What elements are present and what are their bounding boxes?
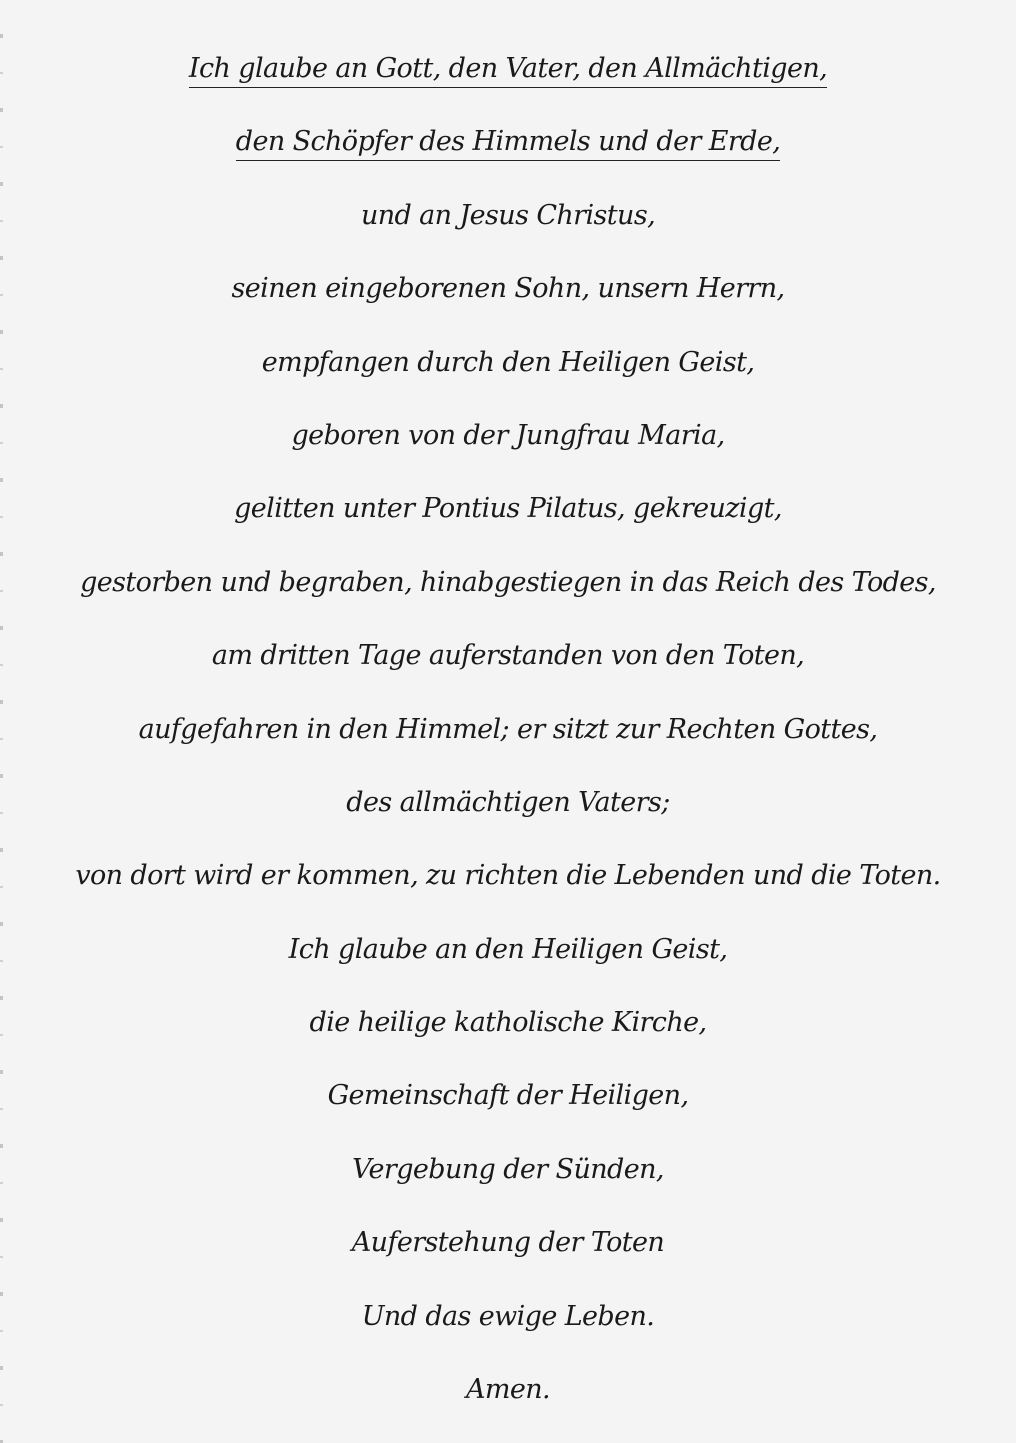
creed-line: empfangen durch den Heiligen Geist, bbox=[261, 346, 755, 378]
creed-line: Ich glaube an den Heiligen Geist, bbox=[288, 933, 728, 965]
creed-line: gestorben und begraben, hinabgestiegen in das Reich des Todes, bbox=[80, 566, 936, 598]
creed-line: den Schöpfer des Himmels und der Erde, bbox=[0, 121, 1016, 194]
creed-text bbox=[0, 48, 1016, 1442]
creed-line: gelitten unter Pontius Pilatus, gekreuzigt, bbox=[234, 493, 782, 525]
creed-line: von dort wird er kommen, zu richten die Lebenden und die Toten. bbox=[75, 860, 941, 892]
creed-line: Ich glaube an Gott, den Vater, den Allmächtigen, bbox=[0, 48, 1016, 121]
creed-line: des allmächtigen Vaters; bbox=[346, 786, 670, 818]
creed-line: seinen eingeborenen Sohn, unsern Herrn, bbox=[231, 273, 785, 305]
creed-line: Gemeinschaft der Heiligen, bbox=[327, 1080, 689, 1112]
creed-line: Und das ewige Leben. bbox=[361, 1300, 655, 1332]
creed-line: aufgefahren in den Himmel; er sitzt zur Rechten Gottes, bbox=[138, 713, 878, 745]
creed-line: Vergebung der Sünden, bbox=[352, 1153, 664, 1185]
creed-line: die heilige katholische Kirche, bbox=[309, 1007, 707, 1039]
creed-line: Auferstehung der Toten bbox=[351, 1227, 665, 1259]
creed-line: am dritten Tage auferstanden von den Toten, bbox=[211, 640, 805, 672]
creed-line: geboren von der Jungfrau Maria, bbox=[291, 419, 725, 451]
creed-line: Amen. bbox=[465, 1374, 551, 1406]
creed-line: und an Jesus Christus, bbox=[360, 199, 656, 231]
